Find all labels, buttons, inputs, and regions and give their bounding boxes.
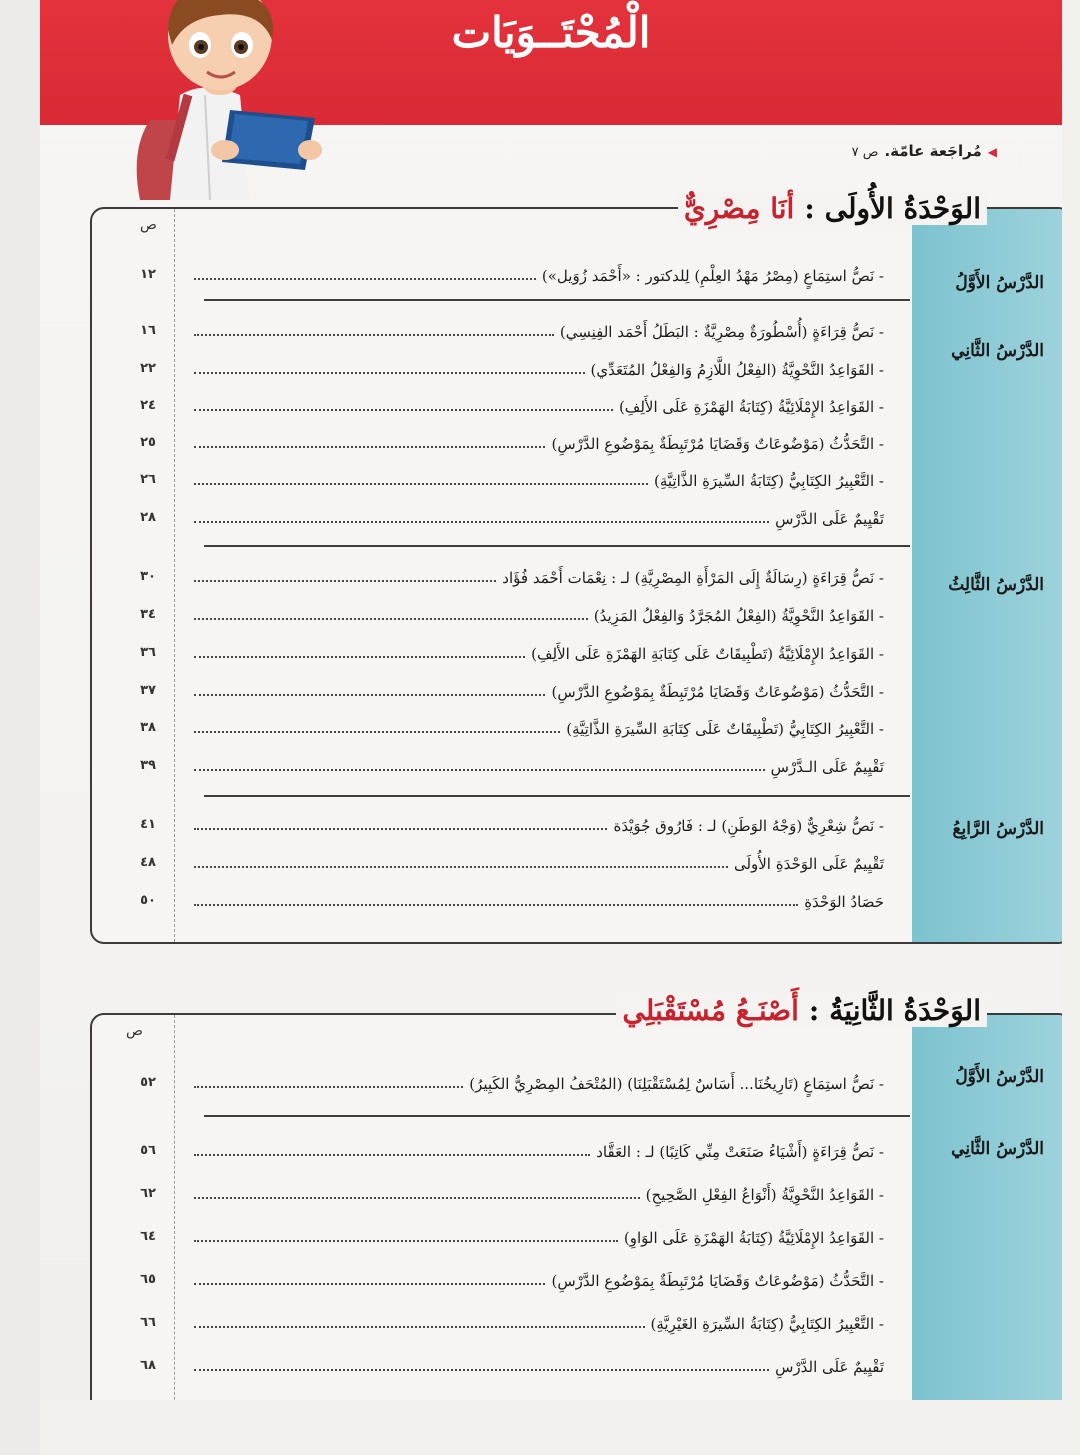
review-label: مُراجَعة عامّة. <box>884 142 982 160</box>
unit-2-label: الوَحْدَةُ الثَّانِيَةُ <box>829 994 981 1027</box>
page-edge-shadow <box>0 0 40 1455</box>
lesson-3-name: الدَّرْسُ الثَّالِثُ <box>948 575 1044 595</box>
lesson-1-name: الدَّرْسُ الأَوَّلُ <box>955 273 1044 293</box>
toc-row[interactable]: - نَصُّ قِرَاءَةٍ (رِسَالَةٌ إِلَى المَرْأَةِ المِصْرِيَّةِ) لـ : نِعْمَات أَحْمَد فُؤَاد ٣٠ <box>140 569 884 587</box>
toc-row[interactable]: - القَوَاعِدُ النَّحْوِيَّةُ (الفِعْلُ اللَّازِمُ وَالفِعْلُ المُتَعَدِّي) ٢٢ <box>140 361 884 379</box>
toc-row[interactable]: - نَصُّ قِرَاءَةٍ (أُسْطُورَةٌ مِصْرِيَّةٌ : البَطَلُ أَحْمَد الفِنِسِي) ١٦ <box>140 323 884 341</box>
section-divider <box>204 545 910 547</box>
toc-row[interactable]: تَقْيِيمٌ عَلَى الدَّرْسِ ٢٨ <box>140 510 884 528</box>
toc-row[interactable]: - التَّعْبِيرُ الكِتَابِيُّ (كِتَابَةُ السِّيرَةِ الذَّاتِيَّةِ) ٢٦ <box>140 472 884 490</box>
toc-row[interactable]: - نَصُّ شِعْرِيٌّ (وَجْهُ الوَطَنِ) لـ : فَارُوق جُوَيْدَة ٤١ <box>140 817 884 835</box>
toc-row[interactable]: - القَوَاعِدُ النَّحْوِيَّةُ (أَنْوَاعُ الفِعْلِ الصَّحِيحِ) ٦٢ <box>140 1186 884 1204</box>
unit-1-name: أنَا مِصْرِيٌّ <box>683 192 795 225</box>
toc-row[interactable]: - نَصُّ استِمَاعٍ (تَارِيخُنَا... أَسَاسٌ لِمُسْتَقْبَلِنَا) (المُتْحَفُ المِصْرِيُّ الكَبِيرُ) ٥٢ <box>140 1075 884 1093</box>
toc-row[interactable]: - نَصُّ استِمَاعٍ (مِصْرُ مَهْدُ العِلْمِ) لِلدكتور : «أَحْمَد زُوَيل») ١٢ <box>140 267 884 285</box>
toc-row[interactable]: - القَوَاعِدُ الإِمْلَائِيَّةُ (تَطْبِيقَاتٌ عَلَى كِتَابَةِ الهَمْزَةِ عَلَى الأَلِفِ) ٣٦ <box>140 645 884 663</box>
page-title: الْمُحْتَــوَيَات <box>451 8 651 57</box>
unit-2-name: أَصْنَـعُ مُسْتَقْبَلِي <box>622 994 799 1027</box>
unit-1-box <box>90 207 1062 944</box>
section-divider <box>204 299 910 301</box>
toc-row[interactable]: تَقْيِيمٌ عَلَى الدَّرْسِ ٦٨ <box>140 1358 884 1376</box>
contents-page <box>40 0 1062 1400</box>
bullet-icon: ◀ <box>987 145 997 159</box>
toc-row[interactable]: - التَّحَدُّثُ (مَوْضُوعَاتٌ وَقَضَايَا مُرْتَبِطَةٌ بِمَوْضُوعِ الدَّرْسِ) ٢٥ <box>140 435 884 453</box>
page-column-divider <box>174 1015 175 1400</box>
toc-row[interactable]: - التَّعْبِيرُ الكِتَابِيُّ (كِتَابَةُ السِّيرَةِ الغَيْرِيَّةِ) ٦٦ <box>140 1315 884 1333</box>
page-column-divider <box>174 209 175 942</box>
toc-row[interactable]: تَقْيِيمٌ عَلَى الـدَّرْسِ ٣٩ <box>140 758 884 776</box>
toc-row[interactable]: - التَّحَدُّثُ (مَوْضُوعَاتٌ وَقَضَايَا مُرْتَبِطَةٌ بِمَوْضُوعِ الدَّرْسِ) ٦٥ <box>140 1272 884 1290</box>
review-page: ص ٧ <box>851 145 879 160</box>
lesson-2-name: الدَّرْسُ الثَّانِي <box>951 341 1044 361</box>
toc-row[interactable]: - التَّحَدُّثُ (مَوْضُوعَاتٌ وَقَضَايَا مُرْتَبِطَةٌ بِمَوْضُوعِ الدَّرْسِ) ٣٧ <box>140 683 884 701</box>
toc-row[interactable]: - نَصُّ قِرَاءَةٍ (أَشْيَاءُ صَنَعَتْ مِنِّي كَاتِبًا) لـ : العَقَّاد ٥٦ <box>140 1143 884 1161</box>
lesson-4-name: الدَّرْسُ الرَّابِعُ <box>952 819 1044 839</box>
page-column-header: ص <box>140 217 157 233</box>
unit-1-title: الوَحْدَةُ الأُولَى:أنَا مِصْرِيٌّ <box>678 192 987 225</box>
lesson-1-name: الدَّرْسُ الأَوَّلُ <box>955 1067 1044 1087</box>
toc-row[interactable]: تَقْيِيمٌ عَلَى الوَحْدَةِ الأُولَى ٤٨ <box>140 855 884 873</box>
page-column-header: ص <box>126 1023 143 1039</box>
section-divider <box>204 795 910 797</box>
section-divider <box>204 1115 910 1117</box>
toc-row[interactable]: - القَوَاعِدُ الإِمْلَائِيَّةُ (كِتَابَةُ الهَمْزَةِ عَلَى الوَاوِ) ٦٤ <box>140 1229 884 1247</box>
unit-1-label: الوَحْدَةُ الأُولَى <box>824 192 981 225</box>
lesson-2-name: الدَّرْسُ الثَّانِي <box>951 1139 1044 1159</box>
toc-row[interactable]: - القَوَاعِدُ الإِمْلَائِيَّةُ (كِتَابَةُ الهَمْزَةِ عَلَى الأَلِفِ) ٢٤ <box>140 398 884 416</box>
unit-2-box <box>90 1013 1062 1400</box>
toc-row[interactable]: - القَوَاعِدُ النَّحْوِيَّةُ (الفِعْلُ المُجَرَّدُ وَالفِعْلُ المَزِيدُ) ٣٤ <box>140 607 884 625</box>
unit-2-title: الوَحْدَةُ الثَّانِيَةُ:أَصْنَـعُ مُسْتَقْبَلِي <box>616 994 987 1027</box>
general-review-line[interactable] <box>852 142 997 160</box>
student-illustration <box>110 0 340 200</box>
toc-row[interactable]: - التَّعْبِيرُ الكِتَابِيُّ (تَطْبِيقَاتٌ عَلَى كِتَابَةِ السِّيرَةِ الذَّاتِيَّةِ) ٣٨ <box>140 720 884 738</box>
toc-row[interactable]: حَصَادُ الوَحْدَةِ ٥٠ <box>140 893 884 911</box>
